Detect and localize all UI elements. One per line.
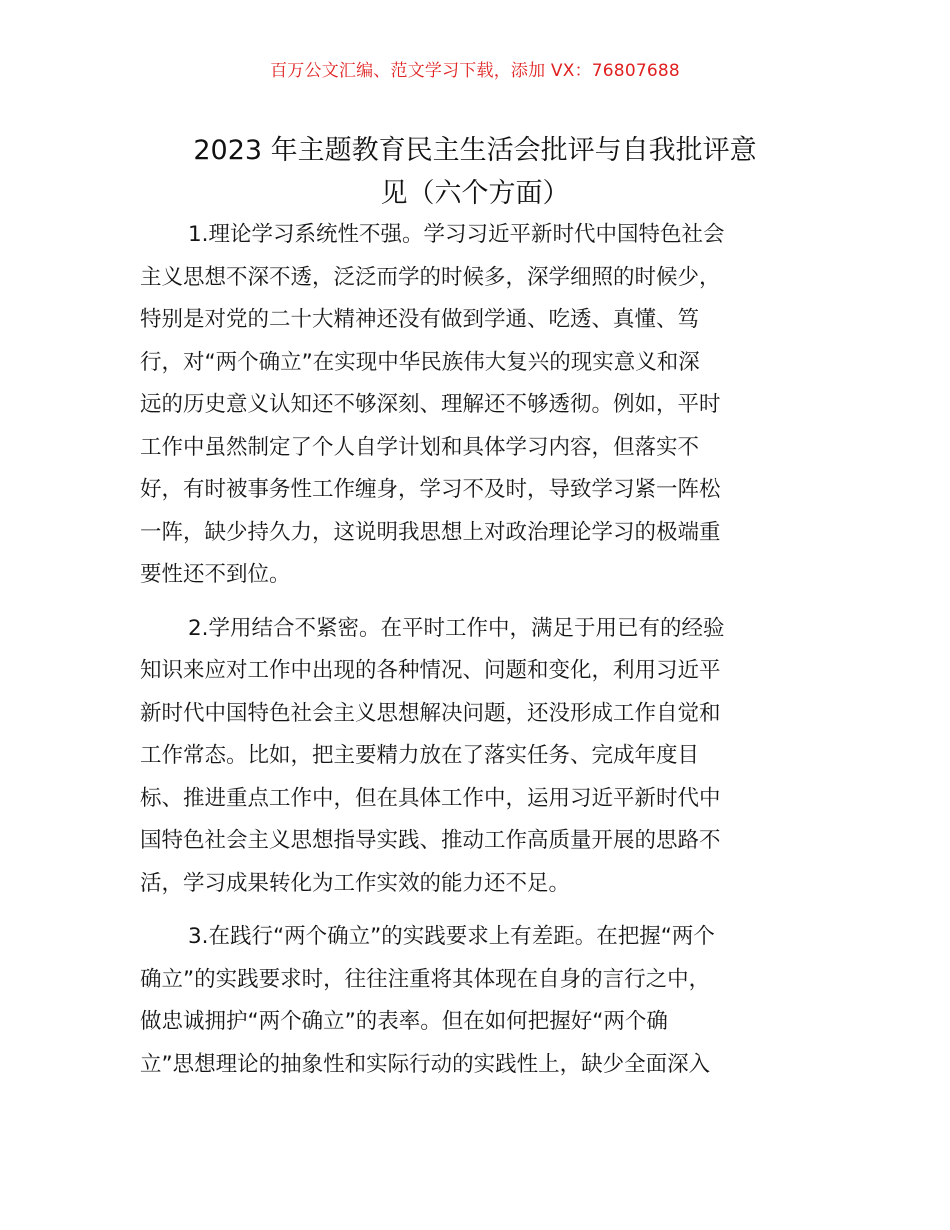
paragraph-3 [140, 916, 820, 1086]
text-line: 立”思想理论的抽象性和实际行动的实践性上，缺少全面深入 [140, 1051, 711, 1077]
text-line: 工作中虽然制定了个人自学计划和具体学习内容，但落实不 [140, 434, 700, 460]
text-line: 主义思想不深不透，泛泛而学的时候多，深学细照的时候少， [140, 264, 721, 290]
text-line: 新时代中国特色社会主义思想解决问题，还没形成工作自觉和 [140, 700, 721, 726]
text-line: 标、推进重点工作中，但在具体工作中，运用习近平新时代中 [140, 785, 721, 811]
title-line: 2023 年主题教育民主生活会批评与自我批评意 [193, 135, 757, 167]
text-line: 远的历史意义认知还不够深刻、理解还不够透彻。例如，平时 [140, 392, 721, 417]
watermark-header: 百万公文汇编、范文学习下载，添加 VX：76807688 [270, 61, 680, 81]
text-line: 国特色社会主义思想指导实践、推动工作高质量开展的思路不 [140, 828, 721, 853]
text-line: 特别是对党的二十大精神还没有做到学通、吃透、真懂、笃 [140, 307, 700, 332]
text-line: 2.学用结合不紧密。在平时工作中，满足于用已有的经验 [188, 615, 725, 641]
text-line: 活，学习成果转化为工作实效的能力还不足。 [140, 870, 571, 896]
text-line: 1.理论学习系统性不强。学习习近平新时代中国特色社会 [188, 222, 725, 247]
text-line: 3.在践行“两个确立”的实践要求上有差距。在把握“两个 [188, 924, 715, 949]
document-body [140, 214, 820, 1097]
text-line: 工作常态。比如，把主要精力放在了落实任务、完成年度目 [140, 743, 700, 768]
text-line: 知识来应对工作中出现的各种情况、问题和变化，利用习近平 [140, 658, 721, 683]
title-line: 见（六个方面） [380, 177, 570, 209]
document-title [140, 130, 810, 215]
text-line: 行，对“两个确立”在实现中华民族伟大复兴的现实意义和深 [140, 349, 700, 375]
paragraph-2 [140, 608, 820, 906]
text-line: 要性还不到位。 [140, 562, 291, 587]
text-line: 好，有时被事务性工作缠身，学习不及时，导致学习紧一阵松 [140, 477, 721, 502]
text-line: 确立”的实践要求时，往往注重将其体现在自身的言行之中， [140, 966, 711, 992]
paragraph-1 [140, 214, 820, 597]
text-line: 一阵，缺少持久力，这说明我思想上对政治理论学习的极端重 [140, 519, 721, 545]
text-line: 做忠诚拥护“两个确立”的表率。但在如何把握好“两个确 [140, 1009, 668, 1034]
